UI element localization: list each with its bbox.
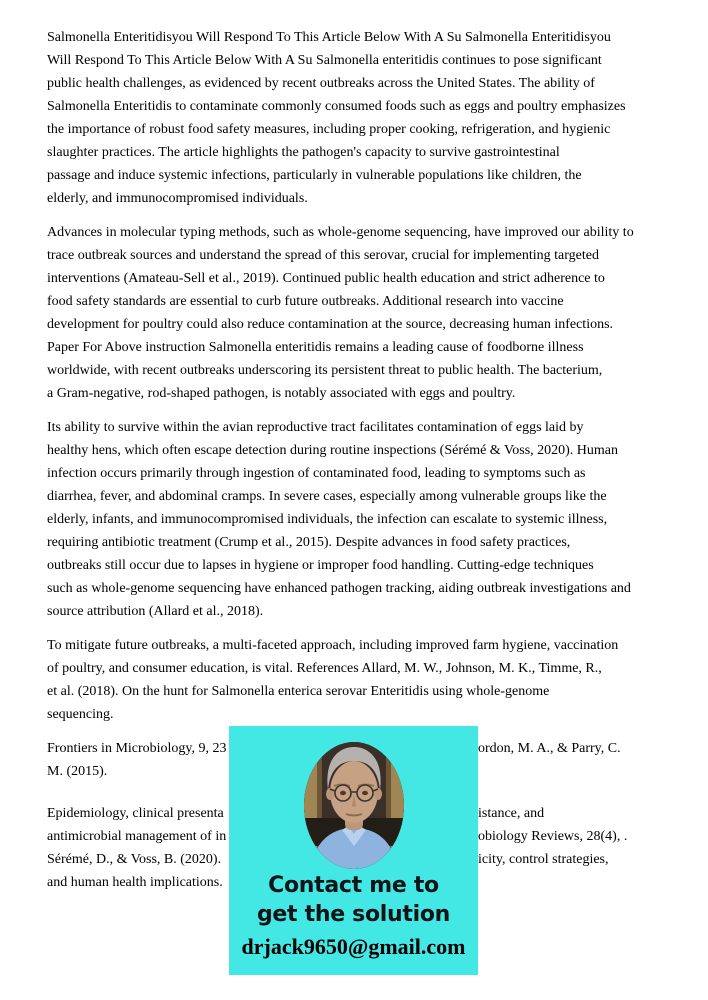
text-line: public health challenges, as evidenced by recent outbreaks across the United States. The ability of	[47, 76, 595, 91]
man-portrait-icon	[304, 742, 404, 869]
text-line: To mitigate future outbreaks, a multi-faceted approach, including improved farm hygiene, vaccination	[47, 638, 619, 653]
text-fragment-left: antimicrobial management of in	[47, 829, 227, 844]
text-line: elderly, and immunocompromised individuals.	[47, 191, 308, 206]
text-line: et al. (2018). On the hunt for Salmonella enterica serovar Enteritidis using whole-genome	[47, 684, 550, 699]
text-line: Salmonella Enteritidisyou Will Respond To This Article Below With A Su Salmonella Enteritidisyou	[47, 30, 611, 45]
text-line: infection occurs primarily through ingestion of contaminated food, leading to symptoms such as	[47, 466, 586, 481]
text-line: trace outbreak sources and understand the spread of this serovar, crucial for implementing targeted	[47, 248, 599, 263]
text-line: and human health implications.	[47, 875, 223, 890]
text-fragment-right: ordon, M. A., & Parry, C.	[478, 741, 621, 756]
text-line: passage and induce systemic infections, particularly in vulnerable populations like children, the	[47, 168, 582, 183]
text-line: Its ability to survive within the avian reproductive tract facilitates contamination of eggs laid by	[47, 420, 584, 435]
man-portrait-photo	[304, 742, 404, 869]
text-line: food safety standards are essential to curb future outbreaks. Additional research into vaccine	[47, 294, 564, 309]
text-fragment-left: Frontiers in Microbiology, 9, 23	[47, 741, 227, 756]
text-line: development for poultry could also reduce contamination at the source, decreasing human infections.	[47, 317, 614, 332]
text-line: source attribution (Allard et al., 2018).	[47, 604, 264, 619]
paragraph-mitigate-references	[47, 634, 687, 726]
text-fragment-right: istance, and	[478, 806, 545, 821]
text-line: Will Respond To This Article Below With A Su Salmonella enteritidis continues to pose significant	[47, 53, 602, 68]
contact-line-1: Contact me to	[268, 873, 439, 898]
text-line: M. (2015).	[47, 764, 108, 779]
text-line: Advances in molecular typing methods, such as whole-genome sequencing, have improved our ability to	[47, 225, 634, 240]
contact-line-2: get the solution	[256, 902, 451, 927]
contact-email[interactable]: drjack9650@gmail.com	[241, 934, 466, 959]
text-line: outbreaks still occur due to lapses in hygiene or improper food handling. Cutting-edge techniques	[47, 558, 594, 573]
text-line: requiring antibiotic treatment (Crump et al., 2015). Despite advances in food safety practices,	[47, 535, 571, 550]
text-line: the importance of robust food safety measures, including proper cooking, refrigeration, and hygienic	[47, 122, 611, 137]
text-line: such as whole-genome sequencing have enhanced pathogen tracking, aiding outbreak investigations and	[47, 581, 631, 596]
contact-ad-overlay[interactable]	[229, 726, 478, 975]
text-line: of poultry, and consumer education, is vital. References Allard, M. W., Johnson, M. K., Timme, R.,	[47, 661, 602, 676]
paragraph-intro	[47, 26, 687, 210]
text-line: diarrhea, fever, and abdominal cramps. In severe cases, especially among vulnerable groups like the	[47, 489, 607, 504]
text-fragment-right: obiology Reviews, 28(4), .	[478, 829, 628, 844]
text-fragment-right: icity, control strategies,	[478, 852, 609, 867]
text-line: a Gram-negative, rod-shaped pathogen, is notably associated with eggs and poultry.	[47, 386, 516, 401]
text-fragment-left: Epidemiology, clinical presenta	[47, 806, 224, 821]
text-line: sequencing.	[47, 707, 114, 722]
text-line: Salmonella Enteritidis to contaminate commonly consumed foods such as eggs and poultry emphasizes	[47, 99, 626, 114]
text-fragment-left: Sérémé, D., & Voss, B. (2020).	[47, 852, 222, 867]
text-line: slaughter practices. The article highlights the pathogen's capacity to survive gastrointestinal	[47, 145, 560, 160]
text-line: interventions (Amateau-Sell et al., 2019). Continued public health education and strict adherence to	[47, 271, 605, 286]
text-line: Paper For Above instruction Salmonella enteritidis remains a leading cause of foodborne illness	[47, 340, 584, 355]
text-line: healthy hens, which often escape detection during routine inspections (Sérémé & Voss, 2020). Human	[47, 443, 619, 458]
text-line: elderly, infants, and immunocompromised individuals, the infection can escalate to systemic illness,	[47, 512, 608, 527]
paragraph-ability	[47, 416, 687, 623]
text-line: worldwide, with recent outbreaks underscoring its persistent threat to public health. The bacterium,	[47, 363, 603, 378]
paragraph-advances	[47, 221, 687, 405]
